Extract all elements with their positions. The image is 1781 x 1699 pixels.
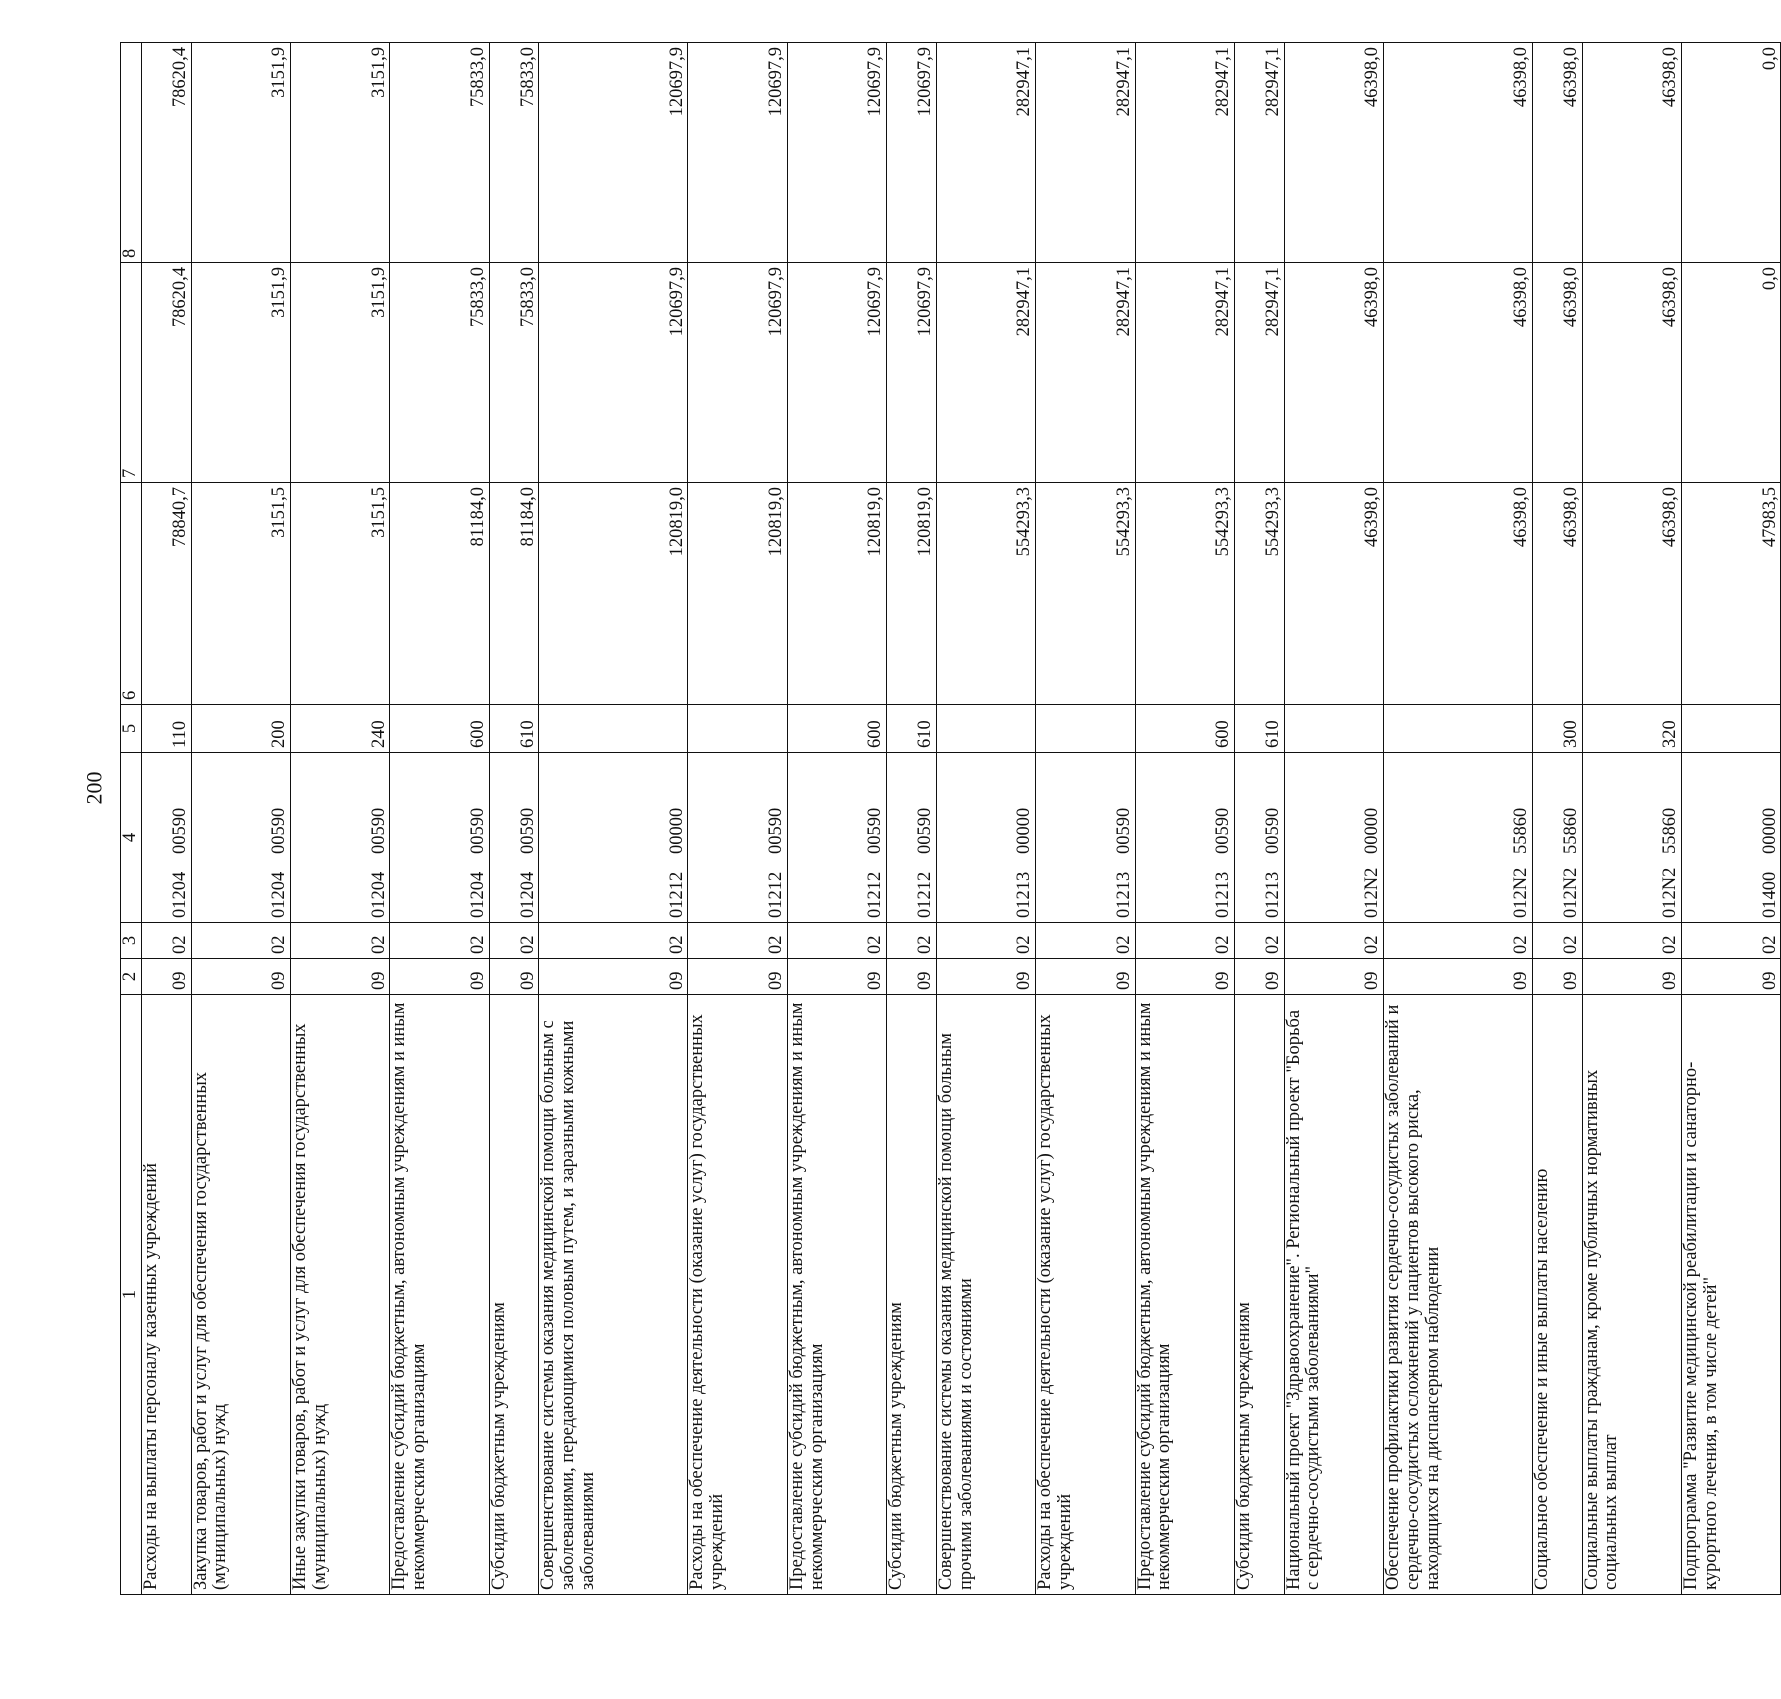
header-cell: 4	[121, 753, 142, 923]
amount-cell-col7: 120697,9	[688, 263, 787, 483]
target-code-program: 01212	[666, 871, 687, 918]
target-code-direction: 00590	[269, 807, 290, 854]
expense-type-cell	[1036, 705, 1135, 753]
target-code-direction: 00590	[169, 807, 190, 854]
amount-cell-col7: 282947,1	[1135, 263, 1234, 483]
amount-cell-col6: 120819,0	[787, 483, 886, 705]
target-code-program: 01212	[865, 871, 886, 918]
table-row	[787, 43, 886, 1595]
amount-cell-col7: 120697,9	[787, 263, 886, 483]
table-row	[1284, 43, 1383, 1595]
table-row	[191, 43, 290, 1595]
section-code-cell: 02	[1532, 923, 1582, 959]
amount-cell-col6: 81184,0	[390, 483, 489, 705]
target-code-cell	[1582, 753, 1681, 923]
table-row	[489, 43, 539, 1595]
target-code-cell	[1284, 753, 1383, 923]
target-code-program: 01212	[915, 871, 936, 918]
amount-cell-col6: 46398,0	[1284, 483, 1383, 705]
amount-cell-col7: 3151,9	[291, 263, 390, 483]
amount-cell-col7: 46398,0	[1582, 263, 1681, 483]
target-code-direction: 00590	[1262, 807, 1283, 854]
target-code-cell	[489, 753, 539, 923]
target-code-cell	[936, 753, 1035, 923]
amount-cell-col6: 46398,0	[1532, 483, 1582, 705]
amount-cell-col6: 554293,3	[1135, 483, 1234, 705]
expense-type-cell	[1383, 705, 1532, 753]
expense-type-cell	[688, 705, 787, 753]
amount-cell-col8: 78620,4	[142, 43, 192, 263]
row-name-cell: Иные закупки товаров, работ и услуг для обеспечения государственных (муниципальных) нужд	[291, 995, 390, 1595]
target-code-direction: 55860	[1660, 807, 1681, 854]
table-row	[1383, 43, 1532, 1595]
expense-type-cell: 110	[142, 705, 192, 753]
target-code-cell	[1036, 753, 1135, 923]
amount-cell-col6: 120819,0	[887, 483, 937, 705]
target-code-program: 01213	[1262, 871, 1283, 918]
amount-cell-col6: 47983,5	[1682, 483, 1781, 705]
ministry-code-cell: 09	[787, 959, 886, 995]
row-name-cell: Предоставление субсидий бюджетным, автономным учреждениям и иным некоммерческим организациям	[390, 995, 489, 1595]
target-code-program: 01204	[517, 871, 538, 918]
ministry-code-cell: 09	[936, 959, 1035, 995]
section-code-cell: 02	[1582, 923, 1681, 959]
expense-type-cell	[936, 705, 1035, 753]
ministry-code-cell: 09	[191, 959, 290, 995]
amount-cell-col7: 78620,4	[142, 263, 192, 483]
target-code-cell	[1234, 753, 1284, 923]
expense-type-cell: 610	[887, 705, 937, 753]
amount-cell-col6: 78840,7	[142, 483, 192, 705]
table-row	[1532, 43, 1582, 1595]
expense-type-cell: 240	[291, 705, 390, 753]
target-code-cell	[1532, 753, 1582, 923]
target-code-direction: 00590	[368, 807, 389, 854]
amount-cell-col6: 120819,0	[688, 483, 787, 705]
amount-cell-col7: 282947,1	[1234, 263, 1284, 483]
header-cell: 2	[121, 959, 142, 995]
target-code-cell	[1383, 753, 1532, 923]
ministry-code-cell: 09	[887, 959, 937, 995]
amount-cell-col8: 46398,0	[1284, 43, 1383, 263]
amount-cell-col8: 75833,0	[489, 43, 539, 263]
target-code-program: 012N2	[1660, 867, 1681, 918]
section-code-cell: 02	[489, 923, 539, 959]
amount-cell-col6: 3151,5	[291, 483, 390, 705]
ministry-code-cell: 09	[1383, 959, 1532, 995]
target-code-cell	[191, 753, 290, 923]
amount-cell-col7: 3151,9	[191, 263, 290, 483]
row-name-cell: Субсидии бюджетным учреждениям	[489, 995, 539, 1595]
amount-cell-col7: 75833,0	[390, 263, 489, 483]
table-row	[142, 43, 192, 1595]
section-code-cell: 02	[936, 923, 1035, 959]
amount-cell-col8: 282947,1	[1036, 43, 1135, 263]
amount-cell-col8: 282947,1	[1135, 43, 1234, 263]
target-code-direction: 55860	[1560, 807, 1581, 854]
target-code-cell	[688, 753, 787, 923]
expense-type-cell: 600	[390, 705, 489, 753]
amount-cell-col8: 282947,1	[1234, 43, 1284, 263]
target-code-program: 01213	[1113, 871, 1134, 918]
row-name-cell: Предоставление субсидий бюджетным, автономным учреждениям и иным некоммерческим организациям	[787, 995, 886, 1595]
table-row	[1682, 43, 1781, 1595]
expense-type-cell: 300	[1532, 705, 1582, 753]
amount-cell-col7: 46398,0	[1532, 263, 1582, 483]
amount-cell-col7: 120697,9	[539, 263, 688, 483]
target-code-cell	[1682, 753, 1781, 923]
target-code-direction: 00000	[1014, 807, 1035, 854]
amount-cell-col6: 81184,0	[489, 483, 539, 705]
ministry-code-cell: 09	[1284, 959, 1383, 995]
section-code-cell: 02	[1036, 923, 1135, 959]
amount-cell-col6: 46398,0	[1582, 483, 1681, 705]
amount-cell-col7: 282947,1	[1036, 263, 1135, 483]
row-name-cell: Расходы на выплаты персоналу казенных учреждений	[142, 995, 192, 1595]
section-code-cell: 02	[291, 923, 390, 959]
target-code-program: 01204	[368, 871, 389, 918]
target-code-direction: 00000	[1362, 807, 1383, 854]
amount-cell-col8: 46398,0	[1383, 43, 1532, 263]
header-row	[121, 43, 142, 1595]
ministry-code-cell: 09	[688, 959, 787, 995]
page-number: 200	[81, 771, 107, 805]
target-code-direction: 00590	[865, 807, 886, 854]
section-code-cell: 02	[688, 923, 787, 959]
ministry-code-cell: 09	[291, 959, 390, 995]
amount-cell-col7: 75833,0	[489, 263, 539, 483]
header-cell: 6	[121, 483, 142, 705]
header-cell: 7	[121, 263, 142, 483]
amount-cell-col8: 120697,9	[887, 43, 937, 263]
target-code-program: 01204	[467, 871, 488, 918]
expense-type-cell	[539, 705, 688, 753]
amount-cell-col6: 554293,3	[936, 483, 1035, 705]
section-code-cell: 02	[191, 923, 290, 959]
expense-type-cell	[1682, 705, 1781, 753]
amount-cell-col8: 46398,0	[1532, 43, 1582, 263]
target-code-cell	[390, 753, 489, 923]
target-code-direction: 55860	[1511, 807, 1532, 854]
amount-cell-col8: 0,0	[1682, 43, 1781, 263]
amount-cell-col7: 282947,1	[936, 263, 1035, 483]
expense-type-cell: 610	[1234, 705, 1284, 753]
ministry-code-cell: 09	[539, 959, 688, 995]
section-code-cell: 02	[1234, 923, 1284, 959]
amount-cell-col8: 120697,9	[787, 43, 886, 263]
ministry-code-cell: 09	[1135, 959, 1234, 995]
target-code-cell	[291, 753, 390, 923]
section-code-cell: 02	[1135, 923, 1234, 959]
ministry-code-cell: 09	[1532, 959, 1582, 995]
target-code-direction: 00590	[467, 807, 488, 854]
ministry-code-cell: 09	[142, 959, 192, 995]
section-code-cell: 02	[142, 923, 192, 959]
amount-cell-col8: 120697,9	[539, 43, 688, 263]
target-code-program: 01400	[1759, 871, 1780, 918]
target-code-program: 012N2	[1511, 867, 1532, 918]
amount-cell-col8: 120697,9	[688, 43, 787, 263]
row-name-cell: Социальное обеспечение и иные выплаты населению	[1532, 995, 1582, 1595]
ministry-code-cell: 09	[489, 959, 539, 995]
section-code-cell: 02	[1383, 923, 1532, 959]
ministry-code-cell: 09	[1582, 959, 1681, 995]
row-name-cell: Социальные выплаты гражданам, кроме публичных нормативных социальных выплат	[1582, 995, 1681, 1595]
section-code-cell: 02	[787, 923, 886, 959]
ministry-code-cell: 09	[1036, 959, 1135, 995]
amount-cell-col8: 3151,9	[191, 43, 290, 263]
header-cell: 5	[121, 705, 142, 753]
row-name-cell: Национальный проект "Здравоохранение". Региональный проект "Борьба с сердечно-сосудистыми заболеваниями"	[1284, 995, 1383, 1595]
table-row	[688, 43, 787, 1595]
section-code-cell: 02	[1284, 923, 1383, 959]
rotated-table-container	[120, 43, 1780, 1595]
amount-cell-col6: 3151,5	[191, 483, 290, 705]
ministry-code-cell: 09	[1682, 959, 1781, 995]
table-row	[291, 43, 390, 1595]
expense-type-cell: 600	[787, 705, 886, 753]
amount-cell-col6: 554293,3	[1036, 483, 1135, 705]
section-code-cell: 02	[539, 923, 688, 959]
row-name-cell: Расходы на обеспечение деятельности (оказание услуг) государственных учреждений	[688, 995, 787, 1595]
row-name-cell: Совершенствование системы оказания медицинской помощи больным прочими заболеваниями и состояниями	[936, 995, 1035, 1595]
amount-cell-col7: 120697,9	[887, 263, 937, 483]
amount-cell-col6: 554293,3	[1234, 483, 1284, 705]
target-code-cell	[539, 753, 688, 923]
table-row	[936, 43, 1035, 1595]
row-name-cell: Расходы на обеспечение деятельности (оказание услуг) государственных учреждений	[1036, 995, 1135, 1595]
expense-type-cell: 200	[191, 705, 290, 753]
target-code-cell	[887, 753, 937, 923]
amount-cell-col7: 46398,0	[1284, 263, 1383, 483]
target-code-direction: 00000	[666, 807, 687, 854]
expense-type-cell: 610	[489, 705, 539, 753]
row-name-cell: Предоставление субсидий бюджетным, автономным учреждениям и иным некоммерческим организациям	[1135, 995, 1234, 1595]
table-row	[1036, 43, 1135, 1595]
target-code-direction: 00590	[1213, 807, 1234, 854]
row-name-cell: Закупка товаров, работ и услуг для обеспечения государственных (муниципальных) нужд	[191, 995, 290, 1595]
target-code-direction: 00590	[915, 807, 936, 854]
header-cell: 1	[121, 995, 142, 1595]
row-name-cell: Подпрограмма "Развитие медицинской реабилитации и санаторно-курортного лечения, в том числе детей"	[1682, 995, 1781, 1595]
target-code-direction: 00000	[1759, 807, 1780, 854]
ministry-code-cell: 09	[390, 959, 489, 995]
table-row	[1234, 43, 1284, 1595]
target-code-program: 01204	[169, 871, 190, 918]
table-row	[390, 43, 489, 1595]
budget-table	[120, 42, 1781, 1595]
table-row	[1582, 43, 1681, 1595]
amount-cell-col6: 120819,0	[539, 483, 688, 705]
amount-cell-col7: 0,0	[1682, 263, 1781, 483]
header-cell: 3	[121, 923, 142, 959]
table-row	[1135, 43, 1234, 1595]
expense-type-cell: 320	[1582, 705, 1681, 753]
amount-cell-col8: 282947,1	[936, 43, 1035, 263]
amount-cell-col7: 46398,0	[1383, 263, 1532, 483]
amount-cell-col6: 46398,0	[1383, 483, 1532, 705]
target-code-cell	[1135, 753, 1234, 923]
header-cell: 8	[121, 43, 142, 263]
target-code-cell	[142, 753, 192, 923]
target-code-direction: 00590	[1113, 807, 1134, 854]
target-code-program: 012N2	[1362, 867, 1383, 918]
row-name-cell: Совершенствование системы оказания медицинской помощи больным с заболеваниями, передающимися половым путем, и заразными кожными заболеваниями	[539, 995, 688, 1595]
table-row	[887, 43, 937, 1595]
amount-cell-col8: 75833,0	[390, 43, 489, 263]
section-code-cell: 02	[1682, 923, 1781, 959]
amount-cell-col8: 3151,9	[291, 43, 390, 263]
target-code-program: 01212	[766, 871, 787, 918]
target-code-cell	[787, 753, 886, 923]
target-code-program: 01213	[1014, 871, 1035, 918]
table-row	[539, 43, 688, 1595]
expense-type-cell	[1284, 705, 1383, 753]
amount-cell-col8: 46398,0	[1582, 43, 1681, 263]
section-code-cell: 02	[887, 923, 937, 959]
expense-type-cell: 600	[1135, 705, 1234, 753]
row-name-cell: Субсидии бюджетным учреждениям	[887, 995, 937, 1595]
ministry-code-cell: 09	[1234, 959, 1284, 995]
target-code-program: 012N2	[1560, 867, 1581, 918]
row-name-cell: Субсидии бюджетным учреждениям	[1234, 995, 1284, 1595]
row-name-cell: Обеспечение профилактики развития сердечно-сосудистых заболеваний и сердечно-сосудистых осложнений у пациентов высокого риска, находящихся на диспансерном наблюдении	[1383, 995, 1532, 1595]
target-code-program: 01213	[1213, 871, 1234, 918]
section-code-cell: 02	[390, 923, 489, 959]
table-body	[121, 43, 1781, 1595]
target-code-program: 01204	[269, 871, 290, 918]
target-code-direction: 00590	[517, 807, 538, 854]
target-code-direction: 00590	[766, 807, 787, 854]
